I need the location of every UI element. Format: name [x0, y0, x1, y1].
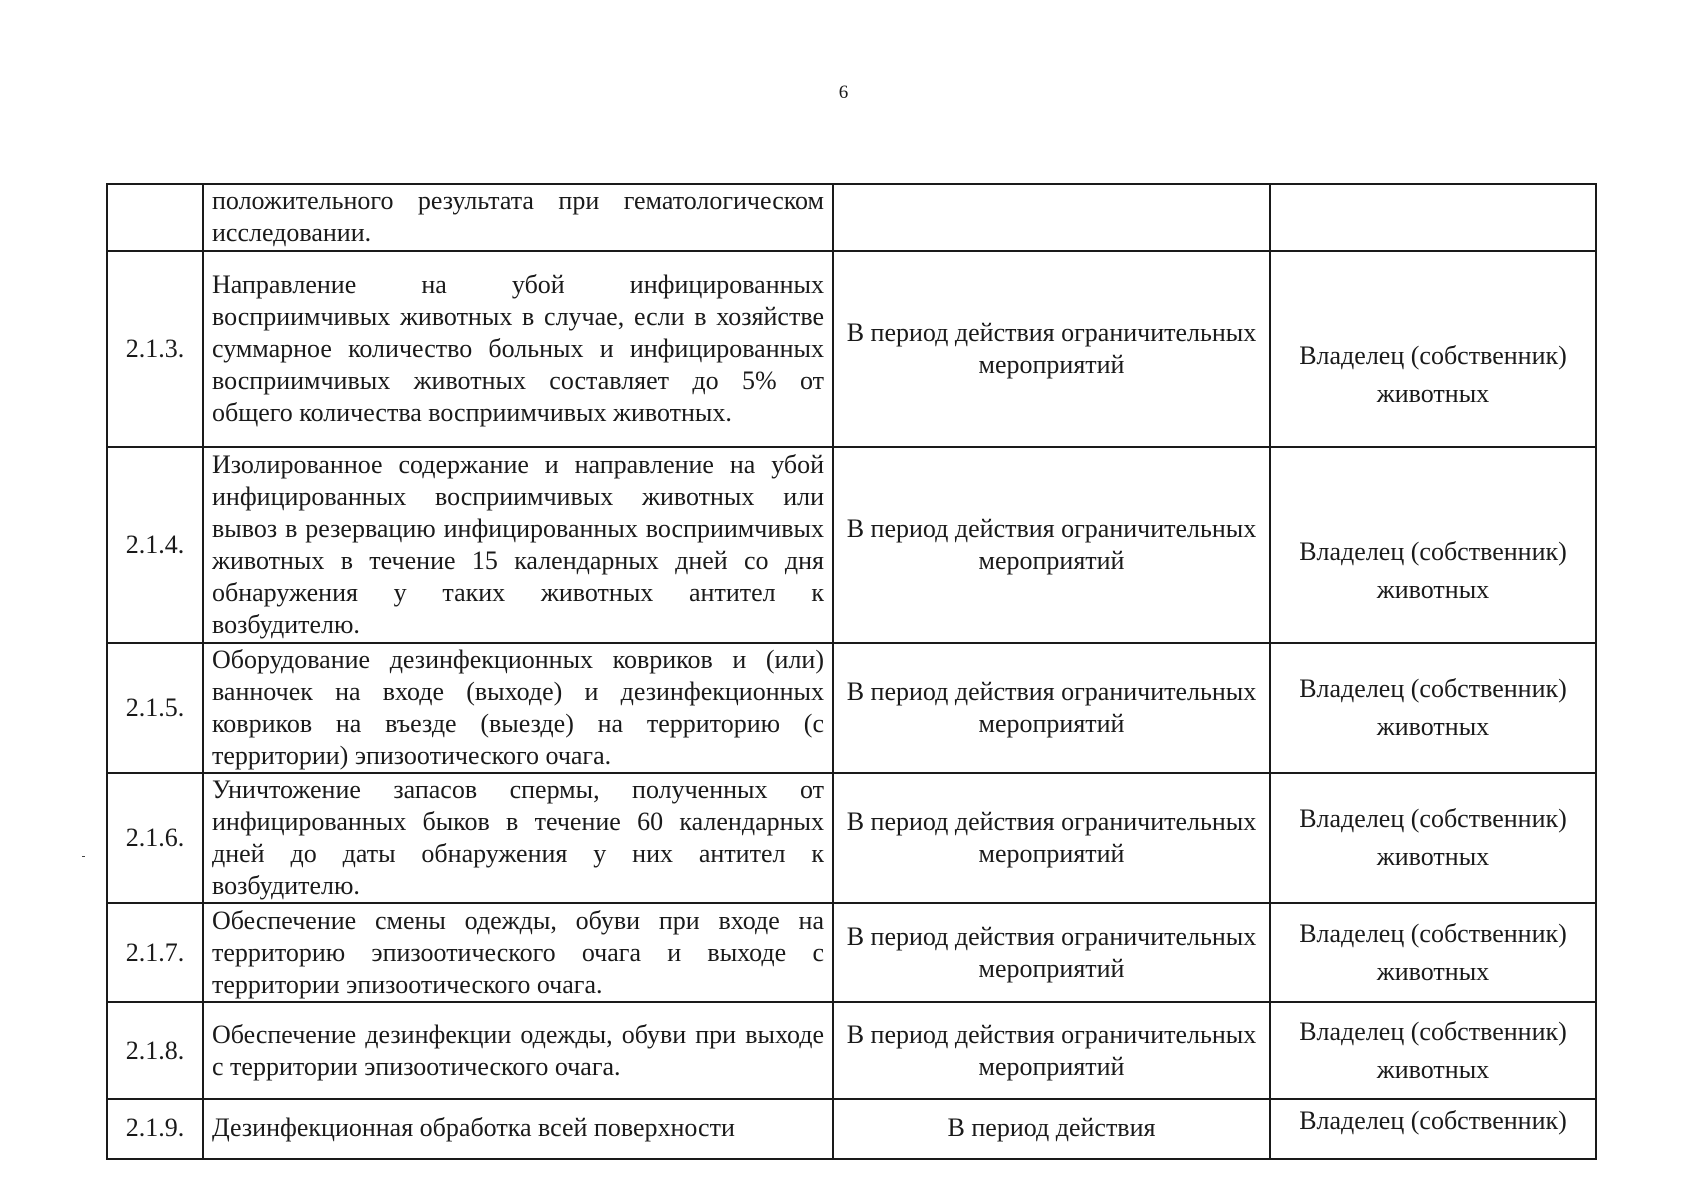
measure-period: В период действия ограничительных мероприятий — [833, 773, 1270, 903]
row-number: 2.1.7. — [107, 903, 203, 1002]
table-row — [107, 643, 1596, 773]
measure-responsible: Владелец (собственник) — [1270, 1099, 1596, 1159]
table-row — [107, 903, 1596, 1002]
measure-description: Дезинфекционная обработка всей поверхности — [203, 1099, 833, 1159]
measure-description: Оборудование дезинфекционных ковриков и (или) ванночек на входе (выходе) и дезинфекционных ковриков на въезде (выезде) на территорию (с территории) эпизоотического очага. — [203, 643, 833, 773]
row-number: 2.1.8. — [107, 1002, 203, 1099]
row-number — [107, 184, 203, 251]
table-row — [107, 447, 1596, 643]
table-row — [107, 773, 1596, 903]
measure-period — [833, 184, 1270, 251]
measure-description: Изолированное содержание и направление на убой инфицированных восприимчивых животных или вывоз в резервацию инфицированных восприимчивых животных в течение 15 календарных дней со дня обнаружения у таких животных антител к возбудителю. — [203, 447, 833, 643]
measure-period: В период действия ограничительных мероприятий — [833, 447, 1270, 643]
row-number: 2.1.4. — [107, 447, 203, 643]
page-number: 6 — [838, 82, 849, 103]
table-row — [107, 251, 1596, 447]
measure-responsible: Владелец (собственник) животных — [1270, 1002, 1596, 1099]
table-row — [107, 1002, 1596, 1099]
measure-period: В период действия — [833, 1099, 1270, 1159]
measure-description: Уничтожение запасов спермы, полученных от инфицированных быков в течение 60 календарных дней до даты обнаружения у них антител к возбудителю. — [203, 773, 833, 903]
table-row — [107, 1099, 1596, 1159]
measure-description: Направление на убой инфицированных восприимчивых животных в случае, если в хозяйстве суммарное количество больных и инфицированных восприимчивых животных составляет до 5% от общего количества восприимчивых животных. — [203, 251, 833, 447]
measures-table — [106, 183, 1597, 1160]
scan-speck — [82, 856, 85, 857]
measure-responsible — [1270, 184, 1596, 251]
measure-period: В период действия ограничительных мероприятий — [833, 643, 1270, 773]
measure-period: В период действия ограничительных мероприятий — [833, 903, 1270, 1002]
row-number: 2.1.5. — [107, 643, 203, 773]
row-number: 2.1.3. — [107, 251, 203, 447]
table-row — [107, 184, 1596, 251]
row-number: 2.1.9. — [107, 1099, 203, 1159]
row-number: 2.1.6. — [107, 773, 203, 903]
measure-description: Обеспечение смены одежды, обуви при входе на территорию эпизоотического очага и выходе с территории эпизоотического очага. — [203, 903, 833, 1002]
measure-responsible: Владелец (собственник) животных — [1270, 643, 1596, 773]
measure-period: В период действия ограничительных мероприятий — [833, 251, 1270, 447]
measure-description: Обеспечение дезинфекции одежды, обуви при выходе с территории эпизоотического очага. — [203, 1002, 833, 1099]
measure-period: В период действия ограничительных мероприятий — [833, 1002, 1270, 1099]
measure-description: положительного результата при гематологическом исследовании. — [203, 184, 833, 251]
measure-responsible: Владелец (собственник) животных — [1270, 251, 1596, 447]
measure-responsible: Владелец (собственник) животных — [1270, 773, 1596, 903]
measure-responsible: Владелец (собственник) животных — [1270, 447, 1596, 643]
measure-responsible: Владелец (собственник) животных — [1270, 903, 1596, 1002]
